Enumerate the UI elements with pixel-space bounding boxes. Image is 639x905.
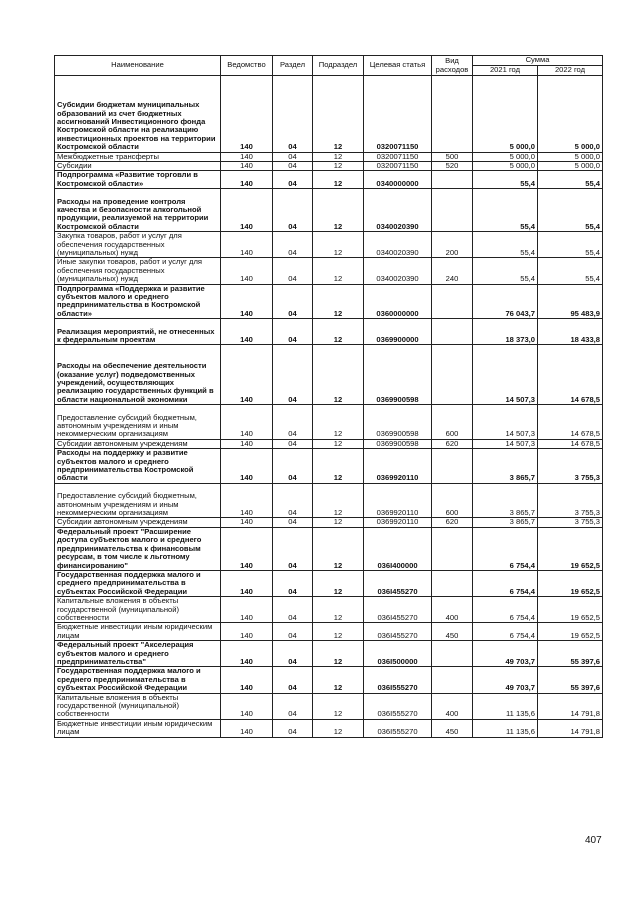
table-row [55,152,603,161]
cell-sub: 12 [313,449,364,484]
cell-sub: 12 [313,76,364,153]
cell-section: 04 [273,641,313,667]
cell-y2022: 14 791,8 [538,719,603,737]
cell-target: 0369900598 [364,345,432,405]
cell-y2022: 19 652,5 [538,527,603,570]
table-row [55,623,603,641]
cell-name: Капитальные вложения в объекты государственной (муниципальной) собственности [55,693,221,719]
cell-kind [432,667,473,693]
cell-section: 04 [273,693,313,719]
cell-y2021: 6 754,4 [473,597,538,623]
cell-section: 04 [273,76,313,153]
cell-kind: 400 [432,693,473,719]
table-row [55,171,603,189]
cell-dept: 140 [221,284,273,319]
cell-sub: 12 [313,284,364,319]
cell-target: 0369920110 [364,449,432,484]
cell-kind: 620 [432,439,473,448]
cell-section: 04 [273,284,313,319]
cell-sub: 12 [313,667,364,693]
cell-target: 036I455270 [364,597,432,623]
cell-section: 04 [273,405,313,440]
cell-dept: 140 [221,319,273,345]
cell-kind [432,345,473,405]
cell-y2021: 49 703,7 [473,641,538,667]
cell-kind: 200 [432,232,473,258]
cell-section: 04 [273,623,313,641]
cell-sub: 12 [313,570,364,596]
cell-target: 0340020390 [364,189,432,232]
cell-y2021: 11 135,6 [473,693,538,719]
cell-target: 0360000000 [364,284,432,319]
cell-kind [432,641,473,667]
header-subsection: Подраздел [313,56,364,76]
cell-y2021: 3 865,7 [473,449,538,484]
cell-target: 0340020390 [364,232,432,258]
cell-sub: 12 [313,527,364,570]
cell-sub: 12 [313,641,364,667]
cell-section: 04 [273,258,313,284]
cell-name: Государственная поддержка малого и среднего предпринимательства в субъектах Российской Федерации [55,667,221,693]
table-row [55,162,603,171]
table-row [55,667,603,693]
cell-name: Бюджетные инвестиции иным юридическим лицам [55,623,221,641]
table-row [55,449,603,484]
cell-y2021: 55,4 [473,258,538,284]
cell-kind [432,570,473,596]
cell-target: 0320071150 [364,76,432,153]
header-dept: Ведомство [221,56,273,76]
cell-sub: 12 [313,405,364,440]
table-row [55,641,603,667]
cell-name: Субсидии автономным учреждениям [55,518,221,527]
cell-y2021: 6 754,4 [473,570,538,596]
cell-dept: 140 [221,449,273,484]
cell-y2021: 11 135,6 [473,719,538,737]
table-row [55,232,603,258]
cell-section: 04 [273,345,313,405]
cell-target: 0340000000 [364,171,432,189]
cell-section: 04 [273,152,313,161]
cell-section: 04 [273,189,313,232]
cell-y2021: 49 703,7 [473,667,538,693]
header-2022: 2022 год [538,66,603,76]
cell-dept: 140 [221,518,273,527]
cell-y2021: 5 000,0 [473,152,538,161]
cell-name: Предоставление субсидий бюджетным, автономным учреждениям и иным некоммерческим организациям [55,483,221,518]
cell-section: 04 [273,483,313,518]
cell-kind [432,449,473,484]
cell-sub: 12 [313,518,364,527]
cell-name: Подпрограмма «Развитие торговли в Костромской области» [55,171,221,189]
cell-y2021: 14 507,3 [473,345,538,405]
cell-target: 036I455270 [364,623,432,641]
cell-dept: 140 [221,171,273,189]
cell-name: Иные закупки товаров, работ и услуг для обеспечения государственных (муниципальных) нужд [55,258,221,284]
cell-kind: 240 [432,258,473,284]
cell-target: 0320071150 [364,162,432,171]
cell-section: 04 [273,232,313,258]
cell-section: 04 [273,319,313,345]
table-row [55,693,603,719]
cell-kind: 600 [432,483,473,518]
cell-dept: 140 [221,152,273,161]
cell-y2022: 3 755,3 [538,483,603,518]
cell-target: 0369920110 [364,483,432,518]
table-row [55,570,603,596]
cell-y2022: 14 678,5 [538,405,603,440]
cell-dept: 140 [221,641,273,667]
cell-dept: 140 [221,232,273,258]
cell-dept: 140 [221,405,273,440]
cell-y2021: 14 507,3 [473,439,538,448]
cell-section: 04 [273,518,313,527]
cell-sub: 12 [313,162,364,171]
cell-y2021: 55,4 [473,232,538,258]
cell-y2022: 18 433,8 [538,319,603,345]
cell-y2021: 55,4 [473,189,538,232]
cell-dept: 140 [221,667,273,693]
cell-section: 04 [273,449,313,484]
table-row [55,405,603,440]
cell-kind: 450 [432,623,473,641]
cell-target: 036I555270 [364,693,432,719]
cell-target: 0369920110 [364,518,432,527]
cell-name: Расходы на обеспечение деятельности (оказание услуг) подведомственных учреждений, осуществляющих реализацию государственных функций в области национальной экономики [55,345,221,405]
cell-sub: 12 [313,439,364,448]
cell-sub: 12 [313,623,364,641]
cell-dept: 140 [221,345,273,405]
cell-y2021: 55,4 [473,171,538,189]
cell-target: 036I555270 [364,719,432,737]
cell-target: 036I500000 [364,641,432,667]
cell-sub: 12 [313,483,364,518]
cell-y2022: 55 397,6 [538,667,603,693]
cell-dept: 140 [221,162,273,171]
cell-name: Межбюджетные трансферты [55,152,221,161]
cell-target: 0369900598 [364,405,432,440]
cell-y2022: 55,4 [538,171,603,189]
cell-name: Субсидии [55,162,221,171]
budget-table [54,55,603,738]
cell-dept: 140 [221,189,273,232]
cell-sub: 12 [313,319,364,345]
cell-section: 04 [273,570,313,596]
cell-name: Федеральный проект "Расширение доступа субъектов малого и среднего предпринимательства к финансовым ресурсам, в том числе к льготному финансированию" [55,527,221,570]
cell-dept: 140 [221,258,273,284]
cell-y2022: 55,4 [538,258,603,284]
cell-target: 0340020390 [364,258,432,284]
table-row [55,597,603,623]
cell-kind [432,189,473,232]
table-row [55,258,603,284]
cell-y2022: 14 678,5 [538,345,603,405]
cell-name: Государственная поддержка малого и среднего предпринимательства в субъектах Российской Федерации [55,570,221,596]
cell-y2022: 19 652,5 [538,623,603,641]
cell-name: Субсидии бюджетам муниципальных образований из счет бюджетных ассигнований Инвестиционного фонда Костромской области на реализацию инвестиционных проектов на территории Костромской области [55,76,221,153]
cell-sub: 12 [313,171,364,189]
cell-section: 04 [273,527,313,570]
cell-y2021: 5 000,0 [473,162,538,171]
table-row [55,76,603,153]
cell-y2022: 14 678,5 [538,439,603,448]
cell-dept: 140 [221,693,273,719]
table-row [55,345,603,405]
cell-sub: 12 [313,345,364,405]
cell-y2021: 5 000,0 [473,76,538,153]
cell-section: 04 [273,439,313,448]
cell-target: 036I400000 [364,527,432,570]
cell-y2021: 3 865,7 [473,483,538,518]
cell-name: Расходы на проведение контроля качества и безопасности алкогольной продукции, реализуемой на территории Костромской области [55,189,221,232]
cell-target: 036I555270 [364,667,432,693]
cell-kind: 520 [432,162,473,171]
table-row [55,319,603,345]
cell-section: 04 [273,667,313,693]
cell-kind: 620 [432,518,473,527]
cell-y2022: 5 000,0 [538,152,603,161]
cell-name: Подпрограмма «Поддержка и развитие субъектов малого и среднего предпринимательства в Костромской области» [55,284,221,319]
cell-kind [432,284,473,319]
cell-y2022: 55,4 [538,189,603,232]
cell-y2022: 3 755,3 [538,518,603,527]
cell-section: 04 [273,171,313,189]
cell-kind [432,76,473,153]
cell-y2021: 6 754,4 [473,623,538,641]
header-sum: Сумма [473,56,603,66]
cell-kind: 400 [432,597,473,623]
cell-dept: 140 [221,76,273,153]
table-body [55,76,603,738]
cell-y2022: 14 791,8 [538,693,603,719]
cell-section: 04 [273,719,313,737]
cell-dept: 140 [221,439,273,448]
cell-y2021: 6 754,4 [473,527,538,570]
cell-name: Закупка товаров, работ и услуг для обеспечения государственных (муниципальных) нужд [55,232,221,258]
cell-y2022: 55,4 [538,232,603,258]
cell-kind: 600 [432,405,473,440]
table-row [55,527,603,570]
cell-name: Бюджетные инвестиции иным юридическим лицам [55,719,221,737]
page-number: 407 [585,835,602,846]
cell-dept: 140 [221,527,273,570]
cell-name: Расходы на поддержку и развитие субъектов малого и среднего предпринимательства Костромской области [55,449,221,484]
cell-y2022: 55 397,6 [538,641,603,667]
table-row [55,518,603,527]
table-row [55,439,603,448]
header-target: Целевая статья [364,56,432,76]
cell-y2022: 19 652,5 [538,597,603,623]
cell-sub: 12 [313,719,364,737]
table-row [55,483,603,518]
cell-section: 04 [273,162,313,171]
cell-sub: 12 [313,232,364,258]
cell-name: Реализация мероприятий, не отнесенных к федеральным проектам [55,319,221,345]
cell-y2021: 18 373,0 [473,319,538,345]
cell-y2021: 76 043,7 [473,284,538,319]
table-row [55,719,603,737]
cell-name: Субсидии автономным учреждениям [55,439,221,448]
cell-kind: 500 [432,152,473,161]
cell-kind: 450 [432,719,473,737]
cell-sub: 12 [313,189,364,232]
cell-target: 0369900000 [364,319,432,345]
cell-name: Федеральный проект "Акселерация субъектов малого и среднего предпринимательства" [55,641,221,667]
cell-dept: 140 [221,719,273,737]
cell-dept: 140 [221,623,273,641]
table-row [55,189,603,232]
cell-target: 036I455270 [364,570,432,596]
cell-y2021: 3 865,7 [473,518,538,527]
cell-kind [432,527,473,570]
cell-y2021: 14 507,3 [473,405,538,440]
cell-y2022: 3 755,3 [538,449,603,484]
cell-section: 04 [273,597,313,623]
cell-dept: 140 [221,570,273,596]
header-kind: Вид расходов [432,56,473,76]
cell-kind [432,319,473,345]
cell-sub: 12 [313,258,364,284]
header-name: Наименование [55,56,221,76]
header-2021: 2021 год [473,66,538,76]
cell-dept: 140 [221,597,273,623]
table-row [55,284,603,319]
cell-kind [432,171,473,189]
cell-sub: 12 [313,152,364,161]
header-section: Раздел [273,56,313,76]
cell-sub: 12 [313,597,364,623]
cell-name: Капитальные вложения в объекты государственной (муниципальной) собственности [55,597,221,623]
cell-target: 0369900598 [364,439,432,448]
cell-dept: 140 [221,483,273,518]
cell-y2022: 5 000,0 [538,162,603,171]
cell-name: Предоставление субсидий бюджетным, автономным учреждениям и иным некоммерческим организациям [55,405,221,440]
cell-y2022: 19 652,5 [538,570,603,596]
cell-sub: 12 [313,693,364,719]
cell-y2022: 5 000,0 [538,76,603,153]
cell-y2022: 95 483,9 [538,284,603,319]
cell-target: 0320071150 [364,152,432,161]
